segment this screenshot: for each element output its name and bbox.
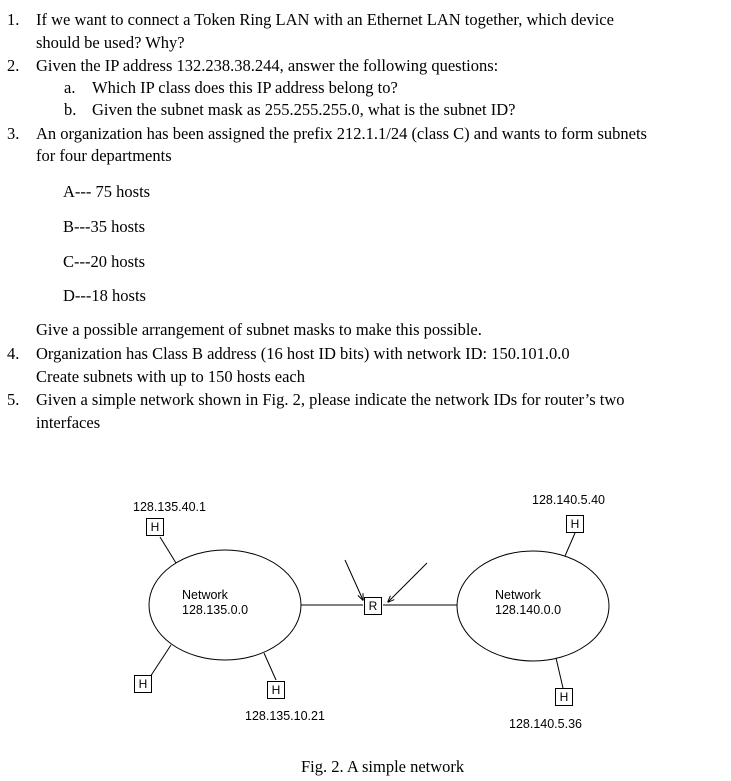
question-3-line-2: for four departments bbox=[36, 146, 172, 165]
right-network-id: 128.140.0.0 bbox=[495, 603, 562, 617]
ip-label-left-bottom: 128.135.10.21 bbox=[245, 709, 325, 723]
host-right-bottom: H bbox=[555, 688, 573, 706]
question-2-line-1: Given the IP address 132.238.38.244, answer the following questions: bbox=[36, 56, 499, 75]
link-host-left-bottom-center bbox=[264, 653, 276, 680]
question-4-line-2: Create subnets with up to 150 hosts each bbox=[36, 367, 305, 386]
question-4-line-1: Organization has Class B address (16 host ID bits) with network ID: 150.101.0.0 bbox=[36, 344, 570, 363]
department-a: A--- 75 hosts bbox=[63, 182, 151, 201]
ip-label-right-top: 128.140.5.40 bbox=[532, 493, 605, 507]
question-2a-text: Which IP class does this IP address belong to? bbox=[92, 78, 398, 97]
left-network-label: Network bbox=[182, 588, 228, 602]
question-4-number: 4. bbox=[7, 344, 20, 363]
question-2b-label: b. bbox=[64, 100, 77, 119]
question-2a-label: a. bbox=[64, 78, 76, 97]
host-left-bottom-center: H bbox=[267, 681, 285, 699]
question-5-line-1: Given a simple network shown in Fig. 2, please indicate the network IDs for router’s two bbox=[36, 390, 625, 409]
question-3-closing: Give a possible arrangement of subnet masks to make this possible. bbox=[36, 320, 482, 339]
router: R bbox=[364, 597, 382, 615]
link-host-right-top bbox=[565, 533, 575, 556]
ip-label-right-bottom: 128.140.5.36 bbox=[509, 717, 582, 731]
question-5-number: 5. bbox=[7, 390, 20, 409]
right-network-label: Network bbox=[495, 588, 541, 602]
arrow-right-interface bbox=[388, 563, 427, 602]
arrow-left-interface bbox=[345, 560, 363, 600]
question-3-line-1: An organization has been assigned the prefix 212.1.1/24 (class C) and wants to form subnets bbox=[36, 124, 647, 143]
question-3-number: 3. bbox=[7, 124, 20, 143]
department-d: D---18 hosts bbox=[63, 286, 146, 305]
link-host-right-bottom bbox=[556, 658, 563, 688]
figure-caption: Fig. 2. A simple network bbox=[301, 757, 465, 776]
question-1-line-2: should be used? Why? bbox=[36, 33, 185, 52]
department-b: B---35 hosts bbox=[63, 217, 146, 236]
question-5-line-2: interfaces bbox=[36, 413, 101, 432]
question-2-number: 2. bbox=[7, 56, 20, 75]
link-host-left-top bbox=[160, 537, 176, 563]
link-host-left-bottom bbox=[150, 645, 171, 677]
left-network-id: 128.135.0.0 bbox=[182, 603, 249, 617]
ip-label-left-top: 128.135.40.1 bbox=[133, 500, 206, 514]
host-left-top: H bbox=[146, 518, 164, 536]
question-2b-text: Given the subnet mask as 255.255.255.0, what is the subnet ID? bbox=[92, 100, 516, 119]
question-1-number: 1. bbox=[7, 10, 20, 29]
department-c: C---20 hosts bbox=[63, 252, 146, 271]
host-right-top: H bbox=[566, 515, 584, 533]
host-left-bottom: H bbox=[134, 675, 152, 693]
question-1-line-1: If we want to connect a Token Ring LAN with an Ethernet LAN together, which device bbox=[36, 10, 614, 29]
